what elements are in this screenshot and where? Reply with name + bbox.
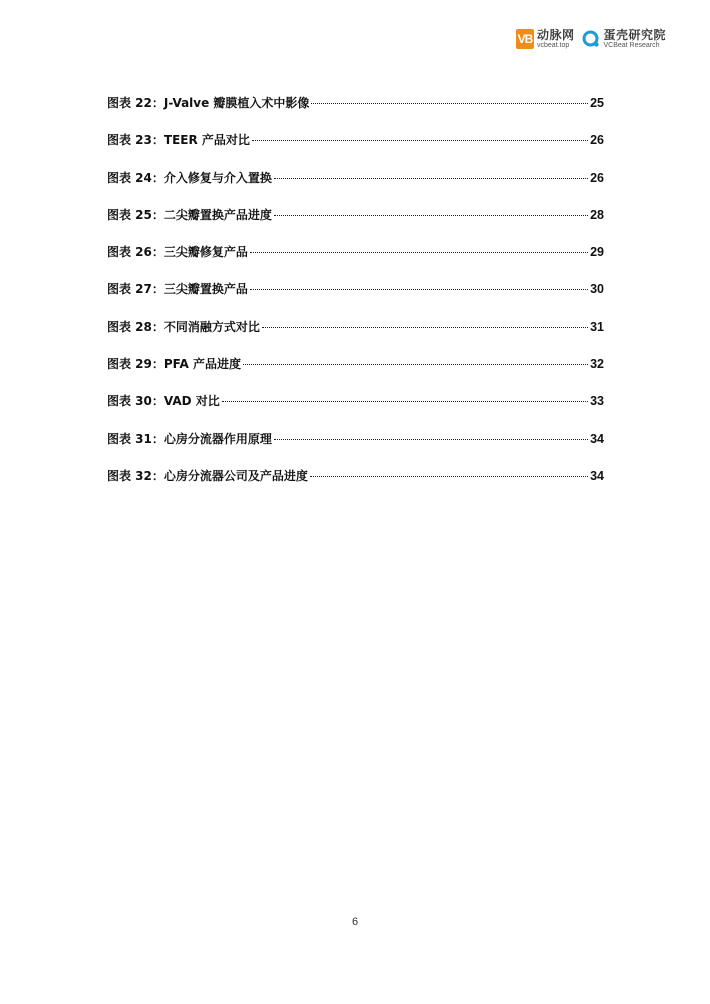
toc-entry-page: 34 (590, 468, 604, 483)
toc-entry[interactable] (107, 430, 604, 467)
toc-entry-title: 图表 25：二尖瓣置换产品进度 (107, 207, 272, 222)
vcbeat-logo (516, 29, 575, 49)
toc-entry[interactable] (107, 355, 604, 392)
toc-entry-title: 图表 23：TEER 产品对比 (107, 133, 250, 148)
page-header (516, 26, 666, 52)
vb-logo-icon: VB (516, 29, 534, 49)
toc-dot-leader (250, 252, 588, 253)
toc-dot-leader (311, 103, 588, 104)
toc-entry[interactable] (107, 467, 604, 504)
toc-entry-title: 图表 32：心房分流器公司及产品进度 (107, 468, 308, 483)
toc-dot-leader (250, 289, 588, 290)
toc-entry-title: 图表 24：介入修复与介入置换 (107, 170, 272, 185)
toc-entry-title: 图表 29：PFA 产品进度 (107, 357, 241, 372)
toc-entry[interactable] (107, 206, 604, 243)
research-logo-en: VCBeat Research (603, 42, 660, 49)
toc-entry-title: 图表 28：不同消融方式对比 (107, 319, 260, 334)
toc-dot-leader (222, 401, 588, 402)
toc-entry[interactable] (107, 243, 604, 280)
toc-entry-page: 29 (590, 245, 604, 260)
toc-dot-leader (252, 140, 588, 141)
toc-dot-leader (274, 439, 588, 440)
toc-dot-leader (310, 476, 588, 477)
research-logo-cn: 蛋壳研究院 (603, 28, 666, 42)
page-number: 6 (351, 916, 359, 928)
toc-entry-page: 28 (590, 207, 604, 222)
toc-entry[interactable] (107, 169, 604, 206)
research-q-icon (582, 30, 600, 48)
toc-dot-leader (274, 178, 588, 179)
figure-toc-list (107, 94, 604, 504)
vcbeat-logo-en: vcbeat.top (536, 42, 570, 49)
toc-entry-page: 26 (590, 133, 604, 148)
toc-entry-title: 图表 27：三尖瓣置换产品 (107, 282, 248, 297)
toc-dot-leader (243, 364, 588, 365)
vcbeat-research-logo (582, 29, 666, 49)
toc-entry[interactable] (107, 94, 604, 131)
toc-entry-page: 25 (590, 96, 604, 110)
toc-dot-leader (262, 327, 588, 328)
toc-entry[interactable] (107, 280, 604, 317)
toc-entry-page: 26 (590, 170, 604, 185)
toc-entry-title: 图表 22：J-Valve 瓣膜植入术中影像 (107, 96, 310, 110)
toc-entry-page: 31 (590, 319, 604, 334)
toc-entry-title: 图表 30：VAD 对比 (107, 394, 220, 409)
toc-entry-page: 34 (590, 431, 604, 446)
toc-entry-page: 32 (590, 357, 604, 372)
toc-dot-leader (274, 215, 588, 216)
toc-entry-title: 图表 26：三尖瓣修复产品 (107, 245, 248, 260)
toc-entry-title: 图表 31：心房分流器作用原理 (107, 431, 272, 446)
toc-entry[interactable] (107, 392, 604, 429)
vcbeat-logo-cn: 动脉网 (536, 28, 575, 42)
toc-entry[interactable] (107, 131, 604, 168)
toc-entry-page: 30 (590, 282, 604, 297)
toc-entry-page: 33 (590, 394, 604, 409)
toc-entry[interactable] (107, 318, 604, 355)
